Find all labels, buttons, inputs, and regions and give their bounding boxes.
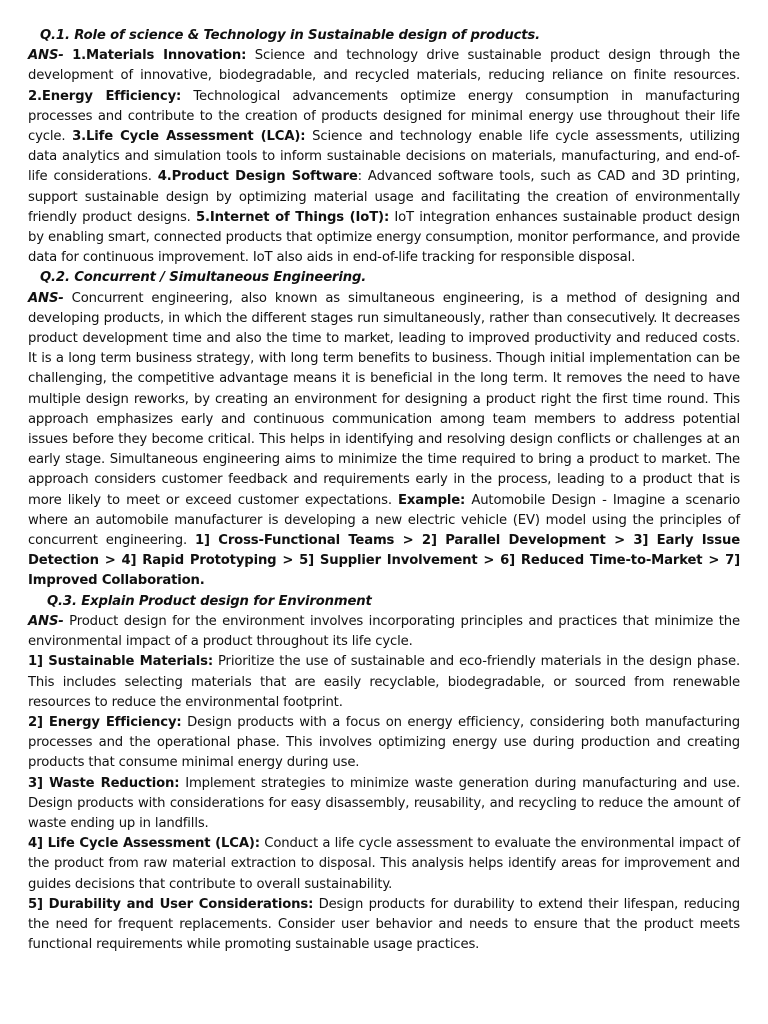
q1-item-4-text: : Advanced software tools, such as CAD and 3D printing, support sustainable design by optimizing material usage and facilitating the creation of environmentally friendly product designs. bbox=[28, 169, 740, 225]
q3-intro bbox=[28, 612, 740, 652]
q2-example-text: Automobile Design - Imagine a scenario where an automobile manufacturer is developing a new electric vehicle (EV) model using the principles of concurrent engineering. bbox=[28, 492, 740, 549]
q1-item-2-text: Technological advancements optimize energy consumption in manufacturing processes and contribute to the creation of products designed for minimal energy use throughout their life cycle. bbox=[28, 88, 740, 145]
q1-ans-label: ANS- bbox=[28, 48, 64, 64]
q1-item-1-text: Science and technology drive sustainable product design through the development of innovative, biodegradable, and recycled materials, reducing reliance on finite resources. bbox=[28, 48, 740, 84]
q3-item-3-title: 3] Waste Reduction: bbox=[28, 775, 180, 791]
q3-item-1-text: Prioritize the use of sustainable and eco-friendly materials in the design phase. This includes selecting materials that are easily recyclable, biodegradable, or sourced from renewable resources to reduce the environmental footprint. bbox=[28, 654, 740, 710]
q1-heading: Q.1. Role of science & Technology in Sustainable design of products. bbox=[40, 28, 540, 43]
q1-item-5-text: IoT integration enhances sustainable product design by enabling smart, connected products that optimize energy consumption, monitor performance, and provide data for continuous improvement. IoT also aids in end-of-life tracking for responsible disposal. bbox=[28, 209, 740, 266]
q3-item-5-text: Design products for durability to extend their lifespan, reducing the need for frequent replacements. Consider user behavior and needs to ensure that the product meets functional requirements while promoting sustainable usage practices. bbox=[28, 896, 740, 953]
q3-item-4 bbox=[28, 834, 740, 895]
q3-item-2-title: 2] Energy Efficiency: bbox=[28, 714, 182, 730]
q2-example-label: Example: bbox=[398, 492, 466, 508]
q2-body: Concurrent engineering, also known as simultaneous engineering, is a method of designing and developing products, in which the different stages run simultaneously, rather than consecutively. It decreases product development time and also the time to market, leading to improved productivity and reduced costs. It is a long term business strategy, with long term benefits to business. Though initial implementation can be challenging, the competitive advantage means it is beneficial in the long term. It removes the need to have multiple design reworks, by creating an environment for designing a product right the first time round. This approach emphasizes early and continuous communication among team members to address potential issues before they become critical. This helps in identifying and resolving design conflicts or challenges at an early stage. Simultaneous engineering aims to minimize the time required to bring a product to market. The approach considers customer feedback and requirements early in the process, leading to a product that is more likely to meet or exceed customer expectations. bbox=[28, 290, 740, 508]
q3-item-3 bbox=[28, 774, 740, 835]
q2-answer bbox=[28, 289, 740, 592]
q3-item-2 bbox=[28, 713, 740, 774]
q1-item-5-title: 5.Internet of Things (IoT): bbox=[196, 209, 390, 225]
q3-item-5-title: 5] Durability and User Considerations: bbox=[28, 896, 314, 912]
q1-item-1-title: 1.Materials Innovation: bbox=[72, 48, 247, 64]
q3-item-3-text: Implement strategies to minimize waste generation during manufacturing and use. Design products with considerations for easy disassembly, reusability, and recycling to reduce the amount of waste ending up in landfills. bbox=[28, 775, 740, 831]
q3-item-2-text: Design products with a focus on energy efficiency, considering both manufacturing processes and the operational phase. This involves optimizing energy use during production and creating products that consume minimal energy during use. bbox=[28, 714, 741, 771]
q3-intro-text: Product design for the environment involves incorporating principles and practices that minimize the environmental impact of a product throughout its life cycle. bbox=[28, 613, 740, 650]
q1-item-3-text: Science and technology enable life cycle assessments, utilizing data analytics and simulation tools to inform sustainable decisions on materials, manufacturing, and end-of-life considerations. bbox=[28, 129, 741, 185]
q2-ans-label: ANS- bbox=[28, 290, 64, 306]
q3-item-4-title: 4] Life Cycle Assessment (LCA): bbox=[28, 836, 260, 852]
q3-item-4-text: Conduct a life cycle assessment to evaluate the environmental impact of the product from raw material extraction to disposal. This analysis helps identify areas for improvement and guides decisions that contribute to overall sustainability. bbox=[28, 836, 741, 892]
q2-heading: Q.2. Concurrent / Simultaneous Engineering. bbox=[40, 270, 367, 286]
q3-heading: Q.3. Explain Product design for Environment bbox=[47, 593, 372, 609]
q2-steps: 1] Cross-Functional Teams > 2] Parallel Development > 3] Early Issue Detection > 4] Rapid Prototyping > 5] Supplier Involvement > 6] Reduced Time-to-Market > 7] Improved Collaboration. bbox=[28, 533, 740, 589]
q3-item-5 bbox=[28, 895, 740, 956]
q1-item-2-title: 2.Energy Efficiency: bbox=[28, 88, 182, 104]
q3-ans-label: ANS- bbox=[28, 613, 64, 629]
q1-answer bbox=[28, 46, 740, 268]
q3-item-1-title: 1] Sustainable Materials: bbox=[28, 654, 213, 670]
q3-item-1 bbox=[28, 652, 740, 713]
q1-item-3-title: 3.Life Cycle Assessment (LCA): bbox=[72, 129, 306, 145]
q1-item-4-title: 4.Product Design Software bbox=[157, 169, 358, 185]
